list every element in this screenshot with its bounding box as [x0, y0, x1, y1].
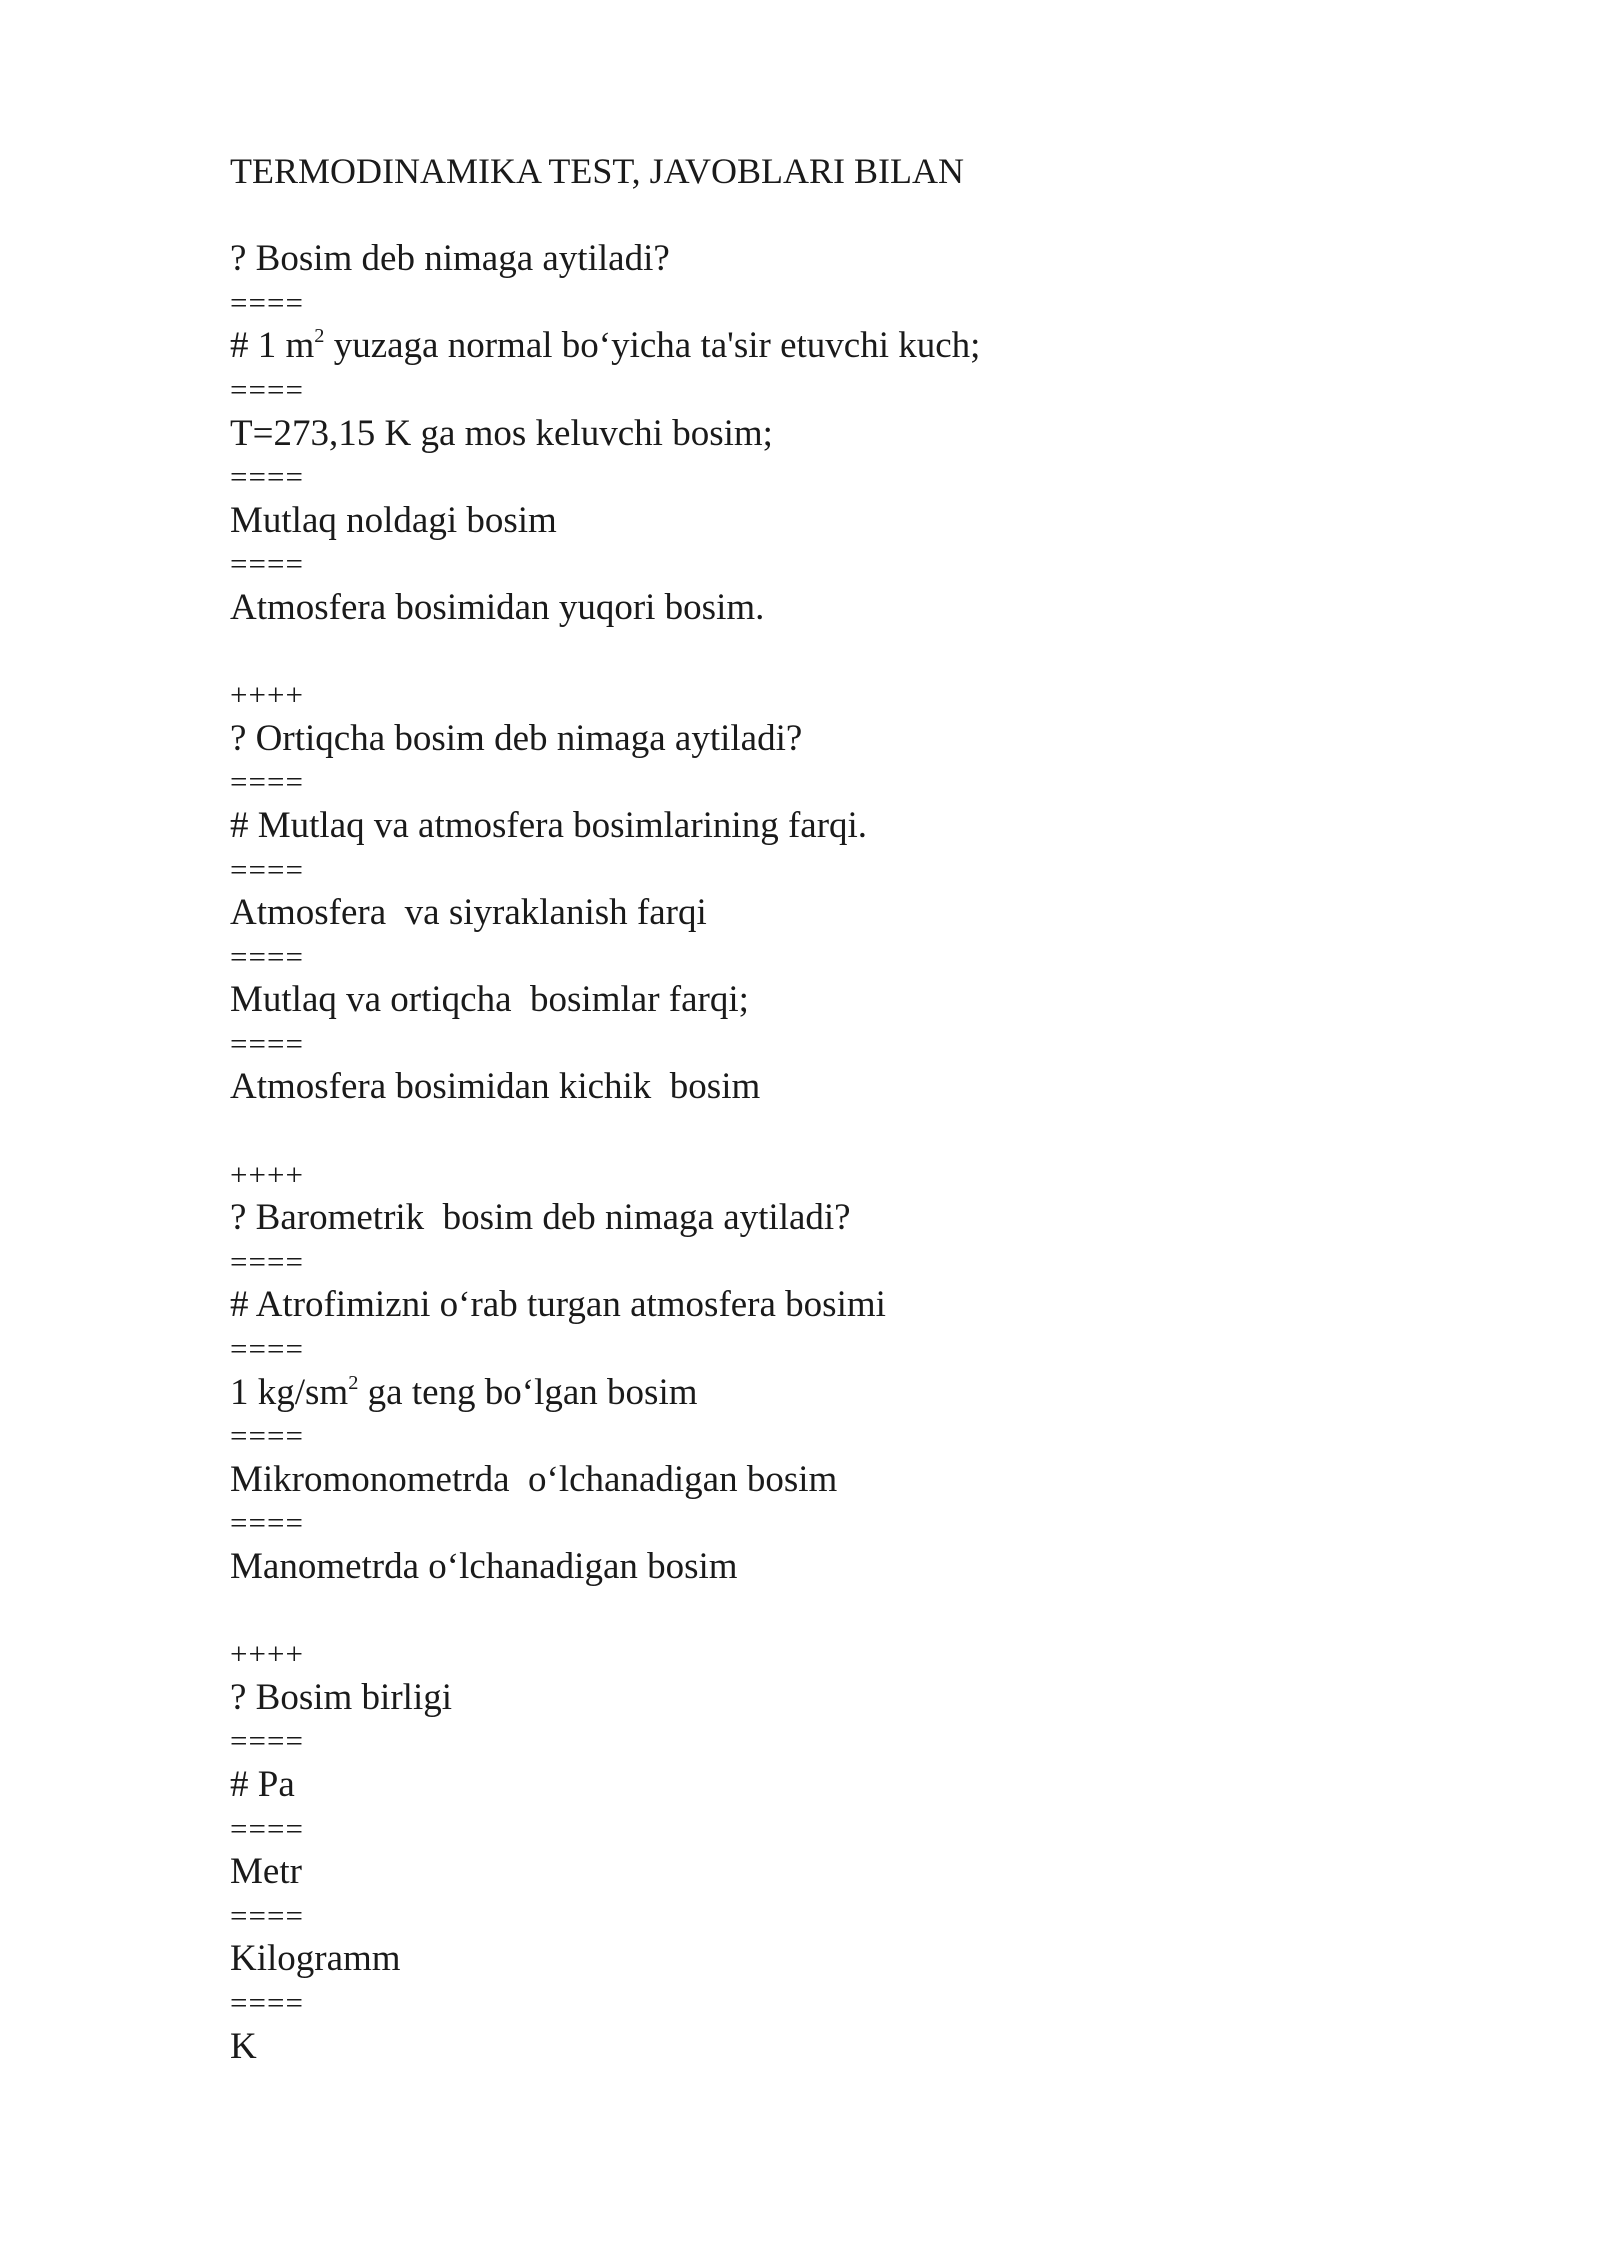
answer-separator: ==== — [230, 1897, 304, 1933]
answer-option: K — [230, 2025, 257, 2067]
answer-separator: ==== — [230, 1810, 304, 1846]
answer-option — [230, 1371, 1430, 1415]
answer-option: T=273,15 K ga mos keluvchi bosim; — [230, 412, 773, 454]
answer-separator: ==== — [230, 938, 304, 974]
blank-line — [230, 630, 1430, 674]
question-block — [230, 1676, 1430, 2068]
answer-separator: ==== — [230, 851, 304, 887]
answer-separator: ==== — [230, 1984, 304, 2020]
question-block — [230, 717, 1430, 1109]
answer-separator: ==== — [230, 1505, 304, 1541]
superscript: 2 — [314, 325, 325, 348]
answer-option: # Pa — [230, 1763, 295, 1805]
answer-separator: ==== — [230, 1331, 304, 1367]
answer-option: Mutlaq noldagi bosim — [230, 499, 557, 541]
answer-option: Mikromonometrda o‘lchanadigan bosim — [230, 1458, 838, 1500]
answer-separator: ==== — [230, 764, 304, 800]
blank-line — [230, 1109, 1430, 1153]
superscript: 2 — [348, 1371, 359, 1394]
answer-option: Kilogramm — [230, 1938, 401, 1980]
answer-option: # Mutlaq va atmosfera bosimlarining farqi. — [230, 804, 868, 846]
answer-separator: ==== — [230, 1418, 304, 1454]
answer-separator: ==== — [230, 284, 304, 320]
answer-option — [230, 324, 1430, 368]
blank-line — [230, 194, 1430, 238]
answer-text: 1 kg/sm — [230, 1371, 349, 1413]
answer-text: ga teng bo‘lgan bosim — [358, 1371, 698, 1413]
answer-option: Atmosfera bosimidan yuqori bosim. — [230, 586, 765, 628]
answer-option: # Atrofimizni o‘rab turgan atmosfera bosimi — [230, 1284, 886, 1326]
answer-separator: ==== — [230, 1723, 304, 1759]
question-block — [230, 1196, 1430, 1588]
answer-option: Manometrda o‘lchanadigan bosim — [230, 1546, 738, 1587]
document-content — [230, 150, 1430, 2068]
question-text: ? Barometrik bosim deb nimaga aytiladi? — [230, 1197, 851, 1239]
question-text: ? Bosim deb nimaga aytiladi? — [230, 238, 670, 280]
question-text: ? Ortiqcha bosim deb nimaga aytiladi? — [230, 717, 803, 759]
question-block — [230, 237, 1430, 629]
question-text: ? Bosim birligi — [230, 1676, 452, 1718]
answer-option: Metr — [230, 1851, 302, 1893]
document-title: TERMODINAMIKA TEST, JAVOBLARI BILAN — [230, 151, 965, 191]
answer-separator: ==== — [230, 1243, 304, 1279]
blank-line — [230, 1589, 1430, 1633]
block-separator: ++++ — [230, 1156, 304, 1192]
block-separator: ++++ — [230, 677, 304, 713]
block-separator: ++++ — [230, 1636, 304, 1672]
answer-text: yuzaga normal bo‘yicha ta'sir etuvchi kuch; — [324, 325, 981, 367]
answer-separator: ==== — [230, 1025, 304, 1061]
answer-option: Atmosfera bosimidan kichik bosim — [230, 1066, 761, 1108]
answer-option: Mutlaq va ortiqcha bosimlar farqi; — [230, 979, 749, 1021]
answer-text: # 1 m — [230, 325, 315, 367]
answer-separator: ==== — [230, 546, 304, 582]
answer-separator: ==== — [230, 459, 304, 495]
answer-option: Atmosfera va siyraklanish farqi — [230, 892, 707, 934]
answer-separator: ==== — [230, 371, 304, 407]
